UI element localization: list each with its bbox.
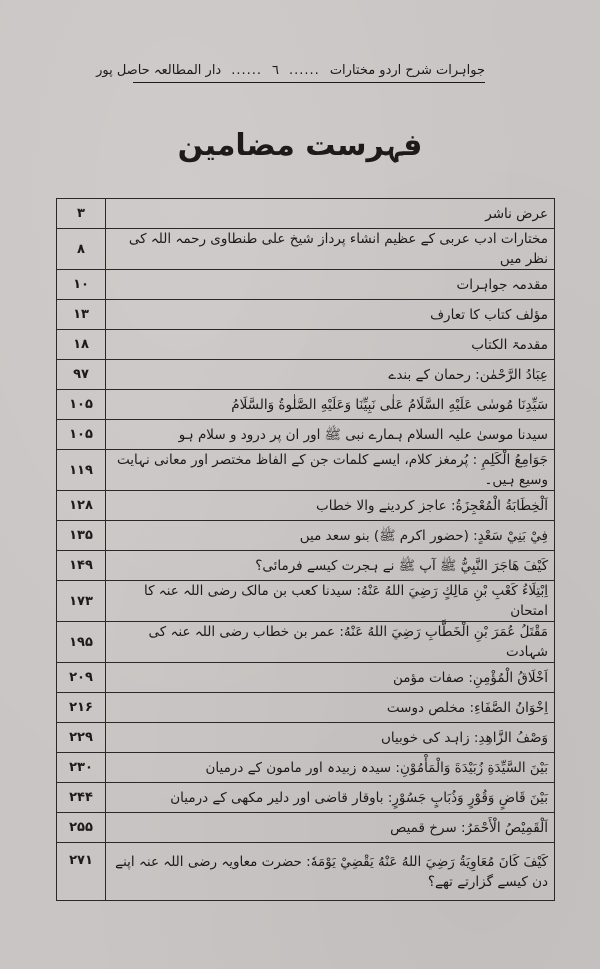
toc-entry-title: عرض ناشر — [106, 199, 555, 229]
toc-entry-page: ۲۴۴ — [57, 783, 106, 813]
toc-entry-page: ۱۲۸ — [57, 491, 106, 521]
toc-row — [57, 491, 555, 521]
toc-row — [57, 229, 555, 270]
toc-entry-page: ۱۰ — [57, 270, 106, 300]
toc-entry-title: اَخْلَاقُ الْمُؤْمِنِ: صفات مؤمن — [106, 663, 555, 693]
running-header-book-title: جواہرات شرح اردو مختارات — [329, 62, 485, 78]
toc-entry-title: فِيْ بَنِيْ سَعْدٍ: (حضور اکرم ﷺ) بنو سعد میں — [106, 521, 555, 551]
toc-row — [57, 390, 555, 420]
toc-row — [57, 300, 555, 330]
table-of-contents — [56, 198, 555, 901]
toc-row — [57, 199, 555, 229]
toc-entry-page: ۲۳۰ — [57, 753, 106, 783]
toc-row — [57, 622, 555, 663]
toc-row — [57, 723, 555, 753]
toc-entry-page: ۲۵۵ — [57, 813, 106, 843]
toc-row — [57, 753, 555, 783]
toc-entry-title: كَيْفَ هَاجَرَ النَّبِيُّ ﷺ آپ ﷺ نے ہجرت کیسے فرمائی؟ — [106, 551, 555, 581]
toc-entry-title: اِخْوَانُ الصَّفَاءِ: مخلص دوست — [106, 693, 555, 723]
toc-row — [57, 783, 555, 813]
header-rule — [133, 82, 485, 83]
toc-entry-page: ۳ — [57, 199, 106, 229]
page-title: فہرست مضامین — [177, 128, 423, 163]
toc-row — [57, 330, 555, 360]
toc-entry-title: مقدمہ جواہرات — [106, 270, 555, 300]
toc-entry-title: كَيْفَ كَانَ مُعَاوِيَةُ رَضِيَ اللهُ عَنْهُ يَقْضِيْ يَوْمَهٗ: حضرت معاویہ رضی اللہ عنہ اپنے دن کیسے گزارتے تھے؟ — [106, 843, 555, 901]
toc-entry-page: ۹۷ — [57, 360, 106, 390]
toc-entry-page: ۱۳ — [57, 300, 106, 330]
toc-row — [57, 270, 555, 300]
toc-entry-page: ۲۰۹ — [57, 663, 106, 693]
toc-entry-page: ۱۱۹ — [57, 450, 106, 491]
toc-entry-title: بَيْنَ السَّيِّدَةِ زُبَيْدَةَ وَالْمَأْمُوْنِ: سیدہ زبیدہ اور مامون کے درمیان — [106, 753, 555, 783]
toc-entry-page: ۱۷۳ — [57, 581, 106, 622]
running-header-separator: ...... — [231, 62, 263, 78]
toc-entry-title: بَيْنَ قَاضٍ وَقُوْرٍ وَذُبَابٍ جَسُوْرٍ: باوقار قاضی اور دلیر مکھی کے درمیان — [106, 783, 555, 813]
toc-row — [57, 521, 555, 551]
running-header-page-number: ٦ — [272, 62, 280, 78]
running-header — [96, 58, 485, 82]
toc-row — [57, 450, 555, 491]
toc-entry-title: اِبْتِلَاءُ كَعْبِ بْنِ مَالِكٍ رَضِيَ اللهُ عَنْهُ: سیدنا کعب بن مالک رضی اللہ عنہ کا امتحان — [106, 581, 555, 622]
toc-row — [57, 551, 555, 581]
toc-row — [57, 663, 555, 693]
running-header-publisher: دار المطالعہ حاصل پور — [96, 62, 222, 78]
toc-row — [57, 693, 555, 723]
toc-entry-page: ۱۳۵ — [57, 521, 106, 551]
toc-entry-page: ۱۰۵ — [57, 390, 106, 420]
toc-entry-title: جَوَامِعُ الْكَلِمِ : پُرمغز کلام، ایسے کلمات جن کے الفاظ مختصر اور معانی نہایت وسیع ہیں۔ — [106, 450, 555, 491]
toc-entry-page: ۲۷۱ — [57, 843, 106, 901]
toc-entry-title: سَيِّدِنَا مُوسٰى عَلَيْهِ السَّلَامُ عَلٰى نَبِيِّنَا وَعَلَيْهِ الصَّلٰوةُ وَالسَّلَامُ — [106, 390, 555, 420]
toc-entry-page: ۲۲۹ — [57, 723, 106, 753]
toc-entry-title: اَلْخِطَابَةُ الْمُعْجِزَةُ: عاجز کردینے والا خطاب — [106, 491, 555, 521]
toc-row — [57, 813, 555, 843]
toc-entry-page: ۱۴۹ — [57, 551, 106, 581]
toc-row — [57, 420, 555, 450]
toc-row — [57, 581, 555, 622]
toc-entry-page: ۱۸ — [57, 330, 106, 360]
toc-entry-title: وَصْفُ الزَّاهِدِ: زاہد کی خوبیاں — [106, 723, 555, 753]
toc-entry-page: ۸ — [57, 229, 106, 270]
toc-entry-title: سیدنا موسیٰ علیہ السلام ہمارے نبی ﷺ اور ان پر درود و سلام ہو — [106, 420, 555, 450]
toc-entry-page: ۱۰۵ — [57, 420, 106, 450]
toc-entry-title: اَلْقَمِيْصُ الْأَحْمَرُ: سرخ قمیص — [106, 813, 555, 843]
toc-entry-page: ۱۹۵ — [57, 622, 106, 663]
toc-row — [57, 843, 555, 901]
toc-entry-title: عِبَادُ الرَّحْمٰن: رحمان کے بندے — [106, 360, 555, 390]
toc-entry-page: ۲۱۶ — [57, 693, 106, 723]
running-header-separator: ...... — [289, 62, 320, 78]
toc-entry-title: مختارات ادب عربی کے عظیم انشاء پرداز شیخ علی طنطاوی رحمہ اللہ کی نظر میں — [106, 229, 555, 270]
toc-entry-title: مَقْتَلُ عُمَرَ بْنِ الْخَطَّابِ رَضِيَ اللهُ عَنْهُ: عمر بن خطاب رضی اللہ عنہ کی شہادت — [106, 622, 555, 663]
toc-row — [57, 360, 555, 390]
toc-entry-title: مؤلف کتاب کا تعارف — [106, 300, 555, 330]
toc-entry-title: مقدمۃ الکتاب — [106, 330, 555, 360]
